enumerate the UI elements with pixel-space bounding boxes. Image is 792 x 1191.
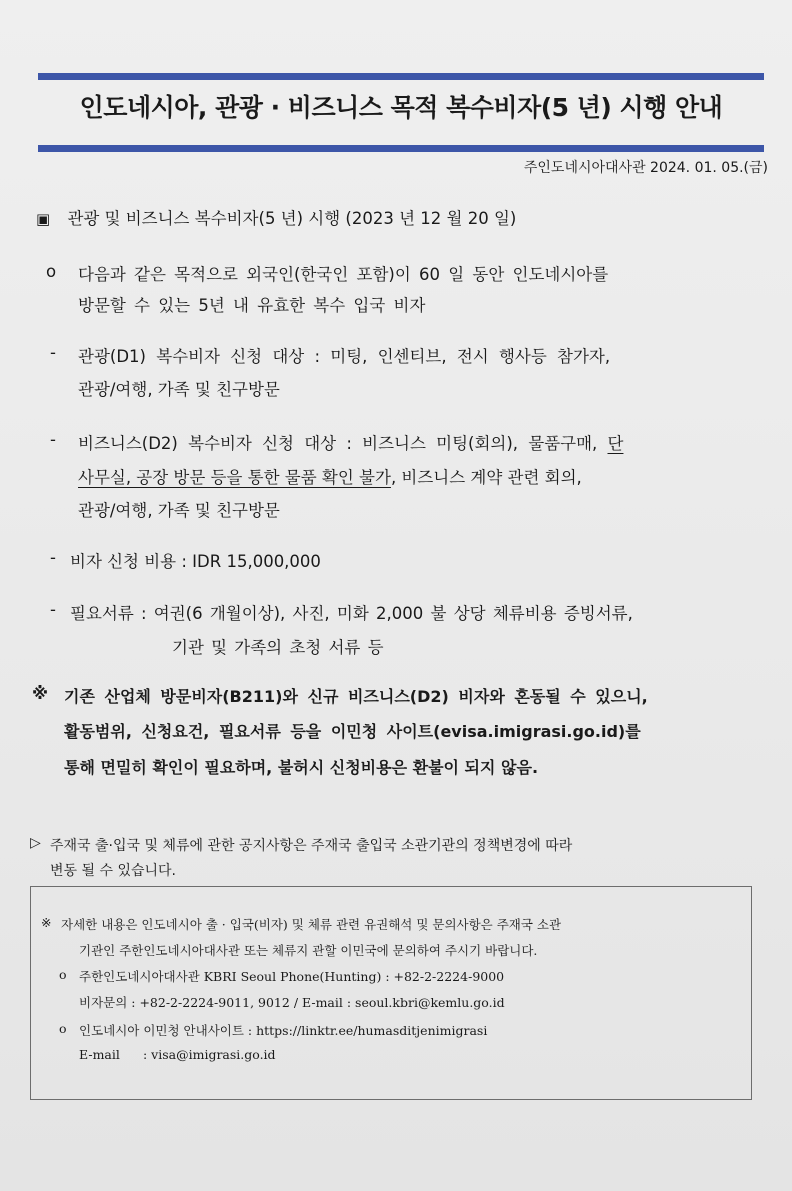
immigration-site: 인도네시아 이민청 안내사이트 : https://linktr.ee/humasditjenimigrasi bbox=[79, 1023, 488, 1038]
dash-fee: - bbox=[50, 548, 56, 567]
header-top-rule bbox=[38, 73, 764, 80]
contact-info-box bbox=[30, 886, 752, 1100]
box-mark-icon: ※ bbox=[41, 915, 52, 930]
business-line-2-rest: , 비즈니스 계약 관련 회의, bbox=[390, 468, 582, 487]
box-line-2: 기관인 주한인도네시아대사관 또는 체류지 관할 이민국에 문의하여 주시기 바랍니다. bbox=[79, 943, 538, 958]
intro-line-2: 방문할 수 있는 5년 내 유효한 복수 입국 비자 bbox=[78, 296, 426, 315]
box-line-1: 자세한 내용은 인도네시아 출 · 입국(비자) 및 체류 관련 유권해석 및 문의사항은 주재국 소관 bbox=[61, 917, 562, 932]
issuer-date: 주인도네시아대사관 2024. 01. 05.(금) bbox=[523, 160, 768, 176]
docs-line-2: 기관 및 가족의 초청 서류 등 bbox=[172, 638, 384, 657]
business-line-3: 관광/여행, 가족 및 친구방문 bbox=[78, 501, 280, 520]
square-bullet-icon: ▣ bbox=[36, 210, 51, 228]
notice-line-1: 주재국 출·입국 및 체류에 관한 공지사항은 주재국 출입국 소관기관의 정책변경에 따라 bbox=[50, 838, 573, 854]
header-bottom-rule bbox=[38, 145, 764, 152]
dash-tourism: - bbox=[50, 343, 56, 362]
intro-line-1: 다음과 같은 목적으로 외국인(한국인 포함)이 60 일 동안 인도네시아를 bbox=[78, 265, 609, 284]
business-line-1-text: 비즈니스(D2) 복수비자 신청 대상 : 비즈니스 미팅(회의), 물품구매, bbox=[78, 434, 608, 453]
visa-fee: 비자 신청 비용 : IDR 15,000,000 bbox=[70, 552, 321, 571]
business-line-2 bbox=[78, 464, 582, 488]
email-value: : visa@imigrasi.go.id bbox=[143, 1047, 276, 1062]
business-line-1 bbox=[78, 430, 623, 454]
warning-line-3: 통해 면밀히 확인이 필요하며, 불허시 신청비용은 환불이 되지 않음. bbox=[64, 758, 539, 777]
page-title: 인도네시아, 관광 · 비즈니스 목적 복수비자(5 년) 시행 안내 bbox=[79, 93, 723, 122]
embassy-bullet: o bbox=[59, 967, 67, 982]
dash-business: - bbox=[50, 430, 56, 449]
warning-mark-icon: ※ bbox=[32, 684, 49, 703]
section-heading bbox=[36, 205, 516, 229]
email-label: E-mail bbox=[79, 1047, 120, 1062]
dash-docs: - bbox=[50, 600, 56, 619]
warning-line-1: 기존 산업체 방문비자(B211)와 신규 비즈니스(D2) 비자와 혼동될 수 있으니, bbox=[64, 687, 648, 706]
business-underlined-start: 단 bbox=[607, 434, 624, 453]
docs-line-1: 필요서류 : 여권(6 개월이상), 사진, 미화 2,000 불 상당 체류비용 증빙서류, bbox=[70, 604, 633, 623]
intro-bullet: o bbox=[46, 262, 57, 281]
embassy-phone: 주한인도네시아대사관 KBRI Seoul Phone(Hunting) : +82-2-2224-9000 bbox=[79, 969, 505, 984]
tourism-line-1: 관광(D1) 복수비자 신청 대상 : 미팅, 인센티브, 전시 행사등 참가자, bbox=[78, 347, 611, 366]
tourism-line-2: 관광/여행, 가족 및 친구방문 bbox=[78, 380, 280, 399]
immigration-bullet: o bbox=[59, 1021, 67, 1036]
visa-inquiry-contact: 비자문의 : +82-2-2224-9011, 9012 / E-mail : seoul.kbri@kemlu.go.id bbox=[79, 995, 505, 1010]
warning-line-2: 활동범위, 신청요건, 필요서류 등을 이민청 사이트(evisa.imigrasi.go.id)를 bbox=[64, 722, 641, 741]
notice-line-2: 변동 될 수 있습니다. bbox=[50, 863, 176, 879]
notice-triangle-icon: ▷ bbox=[30, 835, 41, 851]
business-underlined-text: 사무실, 공장 방문 등을 통한 물품 확인 불가 bbox=[78, 468, 391, 487]
section-heading-text: 관광 및 비즈니스 복수비자(5 년) 시행 (2023 년 12 월 20 일) bbox=[67, 209, 517, 228]
